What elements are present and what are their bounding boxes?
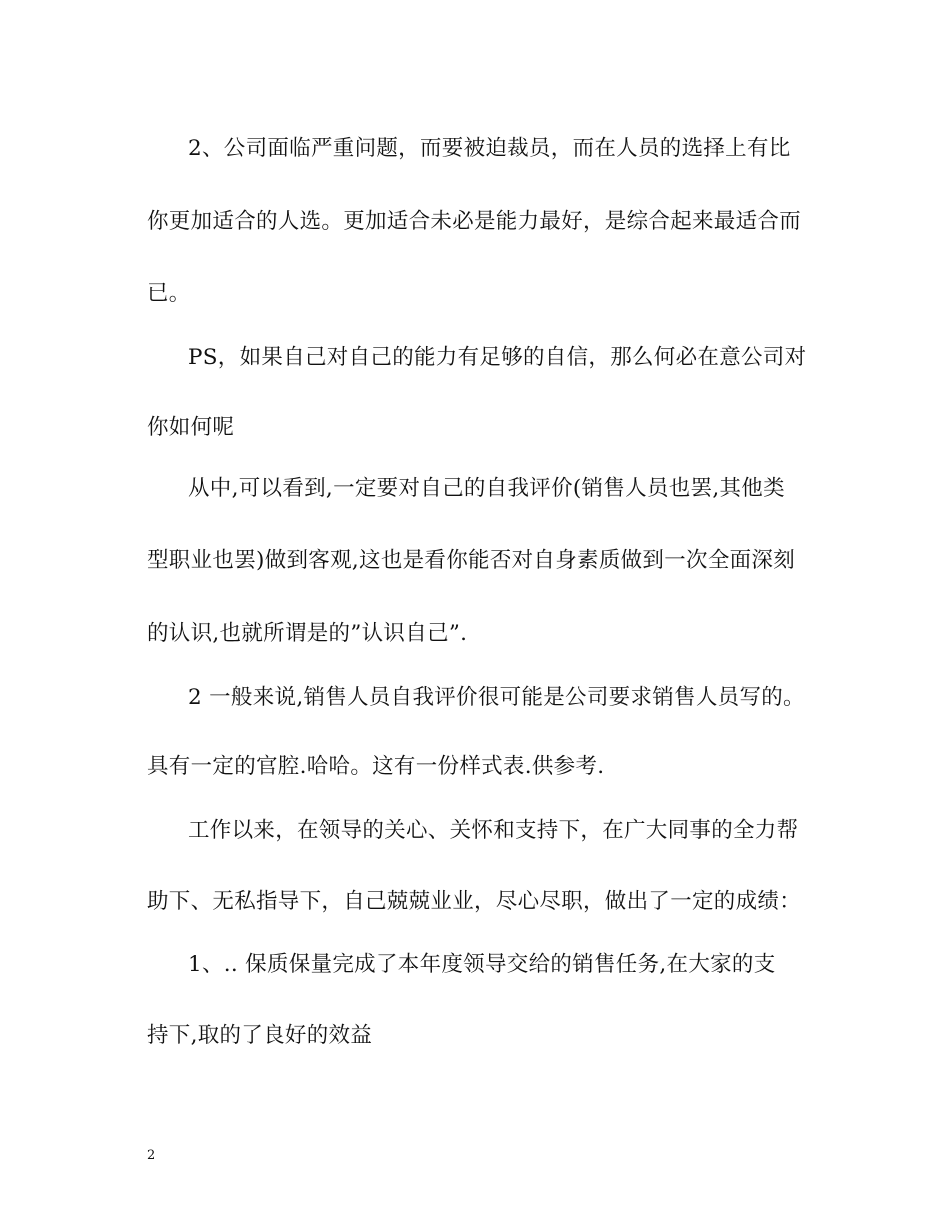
paragraph-line: 2 一般来说,销售人员自我评价很可能是公司要求销售人员写的。	[188, 685, 805, 710]
paragraph-line: 你如何呢	[147, 415, 235, 440]
paragraph-line: 已。	[147, 281, 191, 306]
paragraph-line: 型职业也罢)做到客观,这也是看你能否对自身素质做到一次全面深刻	[147, 548, 796, 573]
paragraph-line: 具有一定的官腔.哈哈。这有一份样式表.供参考.	[147, 754, 605, 779]
page-number: 2	[147, 1148, 156, 1163]
paragraph-line: 助下、无私指导下，自己兢兢业业，尽心尽职，做出了一定的成绩：	[147, 889, 802, 914]
paragraph-line: 从中,可以看到,一定要对自己的自我评价(销售人员也罢,其他类	[188, 476, 785, 501]
paragraph-line: 持下,取的了良好的效益	[147, 1023, 373, 1048]
paragraph-line: 工作以来，在领导的关心、关怀和支持下，在广大同事的全力帮	[188, 818, 799, 843]
paragraph-line: 2、公司面临严重问题，而要被迫裁员，而在人员的选择上有比	[188, 136, 791, 161]
paragraph-line: 1、.. 保质保量完成了本年度领导交给的销售任务,在大家的支	[188, 952, 776, 977]
paragraph-line: 你更加适合的人选。更加适合未必是能力最好，是综合起来最适合而	[147, 209, 802, 234]
paragraph-line: 的认识,也就所谓是的”认识自己”.	[147, 621, 468, 646]
paragraph-line: PS，如果自己对自己的能力有足够的自信，那么何必在意公司对	[188, 345, 807, 370]
